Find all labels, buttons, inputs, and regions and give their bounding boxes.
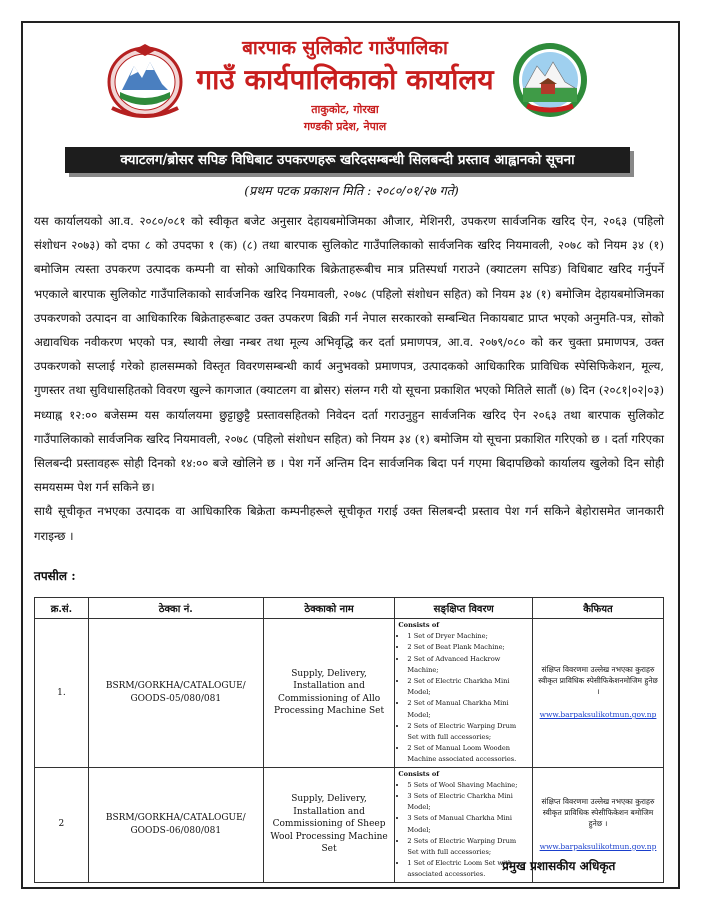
website-link[interactable]: www.barpaksulikotmun.gov.np	[539, 841, 657, 851]
contract-name: Supply, Delivery, Installation and Commissioning of Sheep Wool Processing Machine Set	[263, 767, 395, 882]
column-header: कैफियत	[533, 598, 664, 619]
summary-list	[398, 631, 529, 765]
summary-cell	[395, 619, 533, 768]
summary-heading: Consists of	[398, 769, 440, 778]
list-item: • 1 Set of Dryer Machine;	[407, 631, 529, 642]
notice-body	[34, 209, 664, 548]
column-header: ठेक्का नं.	[88, 598, 263, 619]
table-header-row	[35, 598, 664, 619]
list-item: • 1 Set of Electric Loom Set with associated accessories.	[407, 858, 529, 880]
municipality-name: बारपाक सुलिकोट गाउँपालिका	[242, 37, 448, 59]
website-link[interactable]: www.barpaksulikotmun.gov.np	[539, 710, 657, 720]
nepal-government-emblem	[100, 40, 190, 120]
details-label: तपसील :	[34, 569, 76, 583]
remark-text: संक्षिप्त विवरणमा उल्लेख नभएका कुराहरु स्वीकृत प्राविधिक स्पेसीफिकेशनमोजिम हुनेछ ।	[538, 665, 658, 697]
office-address-line-1: ताकुकोट, गोरखा	[311, 103, 379, 116]
remark-text: संक्षिप्त विवरणमा उल्लेख नभएका कुराहरु स्वीकृत प्राविधिक स्पेसीफिकेशन बमोजिम हुनेछ ।	[541, 796, 655, 828]
contract-number: BSRM/GORKHA/CATALOGUE/ GOODS-06/080/081	[88, 767, 263, 882]
tender-table	[34, 597, 664, 883]
office-name: गाउँ कार्यपालिकाको कार्यालय	[196, 63, 494, 96]
notice-title: क्याटलग/ब्रोसर सपिङ विधिबाट उपकरणहरू खरिदसम्बन्धी सिलबन्दी प्रस्ताव आह्वानको सूचना	[65, 147, 630, 173]
notice-paragraph: साथै सूचीकृत नभएका उत्पादक वा आधिकारिक बिक्रेता कम्पनीहरूले सूचीकृत गराई उक्त सिलबन्दी प्रस्ताव पेश गर्न सकिने बेहोरासमेत जानकारी गराइन्छ ।	[34, 504, 664, 543]
list-item: • 2 Set of Beat Plank Machine;	[407, 642, 529, 653]
column-header: क्र.सं.	[35, 598, 89, 619]
notice-paragraph: यस कार्यालयको आ.व. २०८०/०८१ को स्वीकृत बजेट अनुसार देहायबमोजिमका औजार, मेशिनरी, उपकरण सार्वजनिक खरिद ऐन, २०६३ (पहिलो संशोधन २०७३) को दफा ८ को उपदफा १ (क) (८) तथा बारपाक सुलिकोट गाउँपालिकाको सार्वजनिक खरिद नियमावली, २०७८ को नियम ३४ (१) बमोजिम त्यस्ता उपकरण उत्पादक कम्पनी वा सोको आधिकारिक बिक्रेताहरूबीच मात्र प्रतिस्पर्धा गराउने (क्याटलग सपिङ) विधिबाट खरिद गर्नुपर्ने भएकाले बारपाक सुलिकोट गाउँपालिकाको सार्वजनिक खरिद नियमावली, २०७८ (पहिलो संशोधन सहित) को नियम ३४ (१) बमोजिम देहायबमोजिमका उपकरणको उत्पादन वा आधिकारिक बिक्रेताहरूबाट उक्त उपकरण बिक्री गर्न नेपाल सरकारको सम्बन्धित निकायबाट प्राप्त भएको अनुमति-पत्र, सोको अद्यावधिक नवीकरण भएको पत्र, स्थायी लेखा नम्बर तथा मूल्य अभिवृद्धि कर दर्ता प्रमाणपत्र, आ.व. २०७९/०८० को कर चुक्ता प्रमाणपत्र, उक्त उपकरणको सप्लाई गरेको हालसम्मको विस्तृत विवरणसम्बन्धी कार्य अनुभवको प्रमाणपत्र, उत्पादकको आधिकारिक प्राविधिक स्पेसिफिकेशन, मूल्य, गुणस्तर तथा सुविधासहितको विवरण खुल्ने कागजात (क्याटलग वा ब्रोसर) संलग्न गरी यो सूचना प्रकाशित भएको मितिले सातौं (७) दिन (२०८१|०२|०३) मध्याह्न १२:०० बजेसम्म यस कार्यालयमा छुट्टाछुट्टै प्रस्तावसहितको निवेदन दर्ता गराउनुहुन सार्वजनिक खरिद ऐन २०६३ तथा बारपाक सुलिकोट गाउँपालिकाको सार्वजनिक खरिद नियमावली, २०७८ (पहिलो संशोधन सहित) को नियम ३४ (१) बमोजिम यो सूचना प्रकाशित गरिएको छ । दर्ता गरिएका सिलबन्दी प्रस्तावहरू सोही दिनको १४:०० बजे खोलिने छ । पेश गर्ने अन्तिम दिन सार्वजनिक बिदा पर्न गएमा बिदापछिको कार्यालय खुलेको दिन सोही समयसम्म पेश गर्न सकिने छ।	[34, 214, 664, 495]
list-item: • 3 Sets of Manual Charkha Mini Model;	[407, 813, 529, 835]
contract-name: Supply, Delivery, Installation and Commissioning of Allo Processing Machine Set	[263, 619, 395, 768]
summary-heading: Consists of	[398, 621, 440, 629]
serial-number: 2	[35, 767, 89, 882]
list-item: • 2 Sets of Electric Warping Drum Set with full accessories;	[407, 836, 529, 858]
office-address-line-2: गण्डकी प्रदेश, नेपाल	[303, 120, 387, 133]
list-item: • 3 Sets of Electric Charkha Mini Model;	[407, 791, 529, 813]
list-item: • 2 Set of Manual Charkha Mini Model;	[407, 698, 529, 720]
list-item: • 5 Sets of Wool Shaving Machine;	[407, 780, 529, 791]
table-row	[35, 619, 664, 768]
column-header: सङ्क्षिप्त विवरण	[395, 598, 533, 619]
list-item: • 2 Set of Manual Loom Wooden Machine associated accessories.	[407, 743, 529, 765]
signatory-title: प्रमुख प्रशासकीय अधिकृत	[502, 859, 616, 873]
contract-number: BSRM/GORKHA/CATALOGUE/ GOODS-05/080/081	[88, 619, 263, 768]
list-item: • 2 Sets of Electric Warping Drum Set with full accessories;	[407, 721, 529, 743]
serial-number: 1.	[35, 619, 89, 768]
list-item: • 2 Set of Advanced Hackrow Machine;	[407, 654, 529, 676]
column-header: ठेक्काको नाम	[263, 598, 395, 619]
remark-cell	[533, 619, 664, 768]
publish-date: (प्रथम पटक प्रकाशन मिति : २०८०/०१/२७ गते)	[244, 183, 459, 198]
list-item: • 2 Set of Electric Charkha Mini Model;	[407, 676, 529, 698]
municipality-logo	[505, 40, 595, 120]
